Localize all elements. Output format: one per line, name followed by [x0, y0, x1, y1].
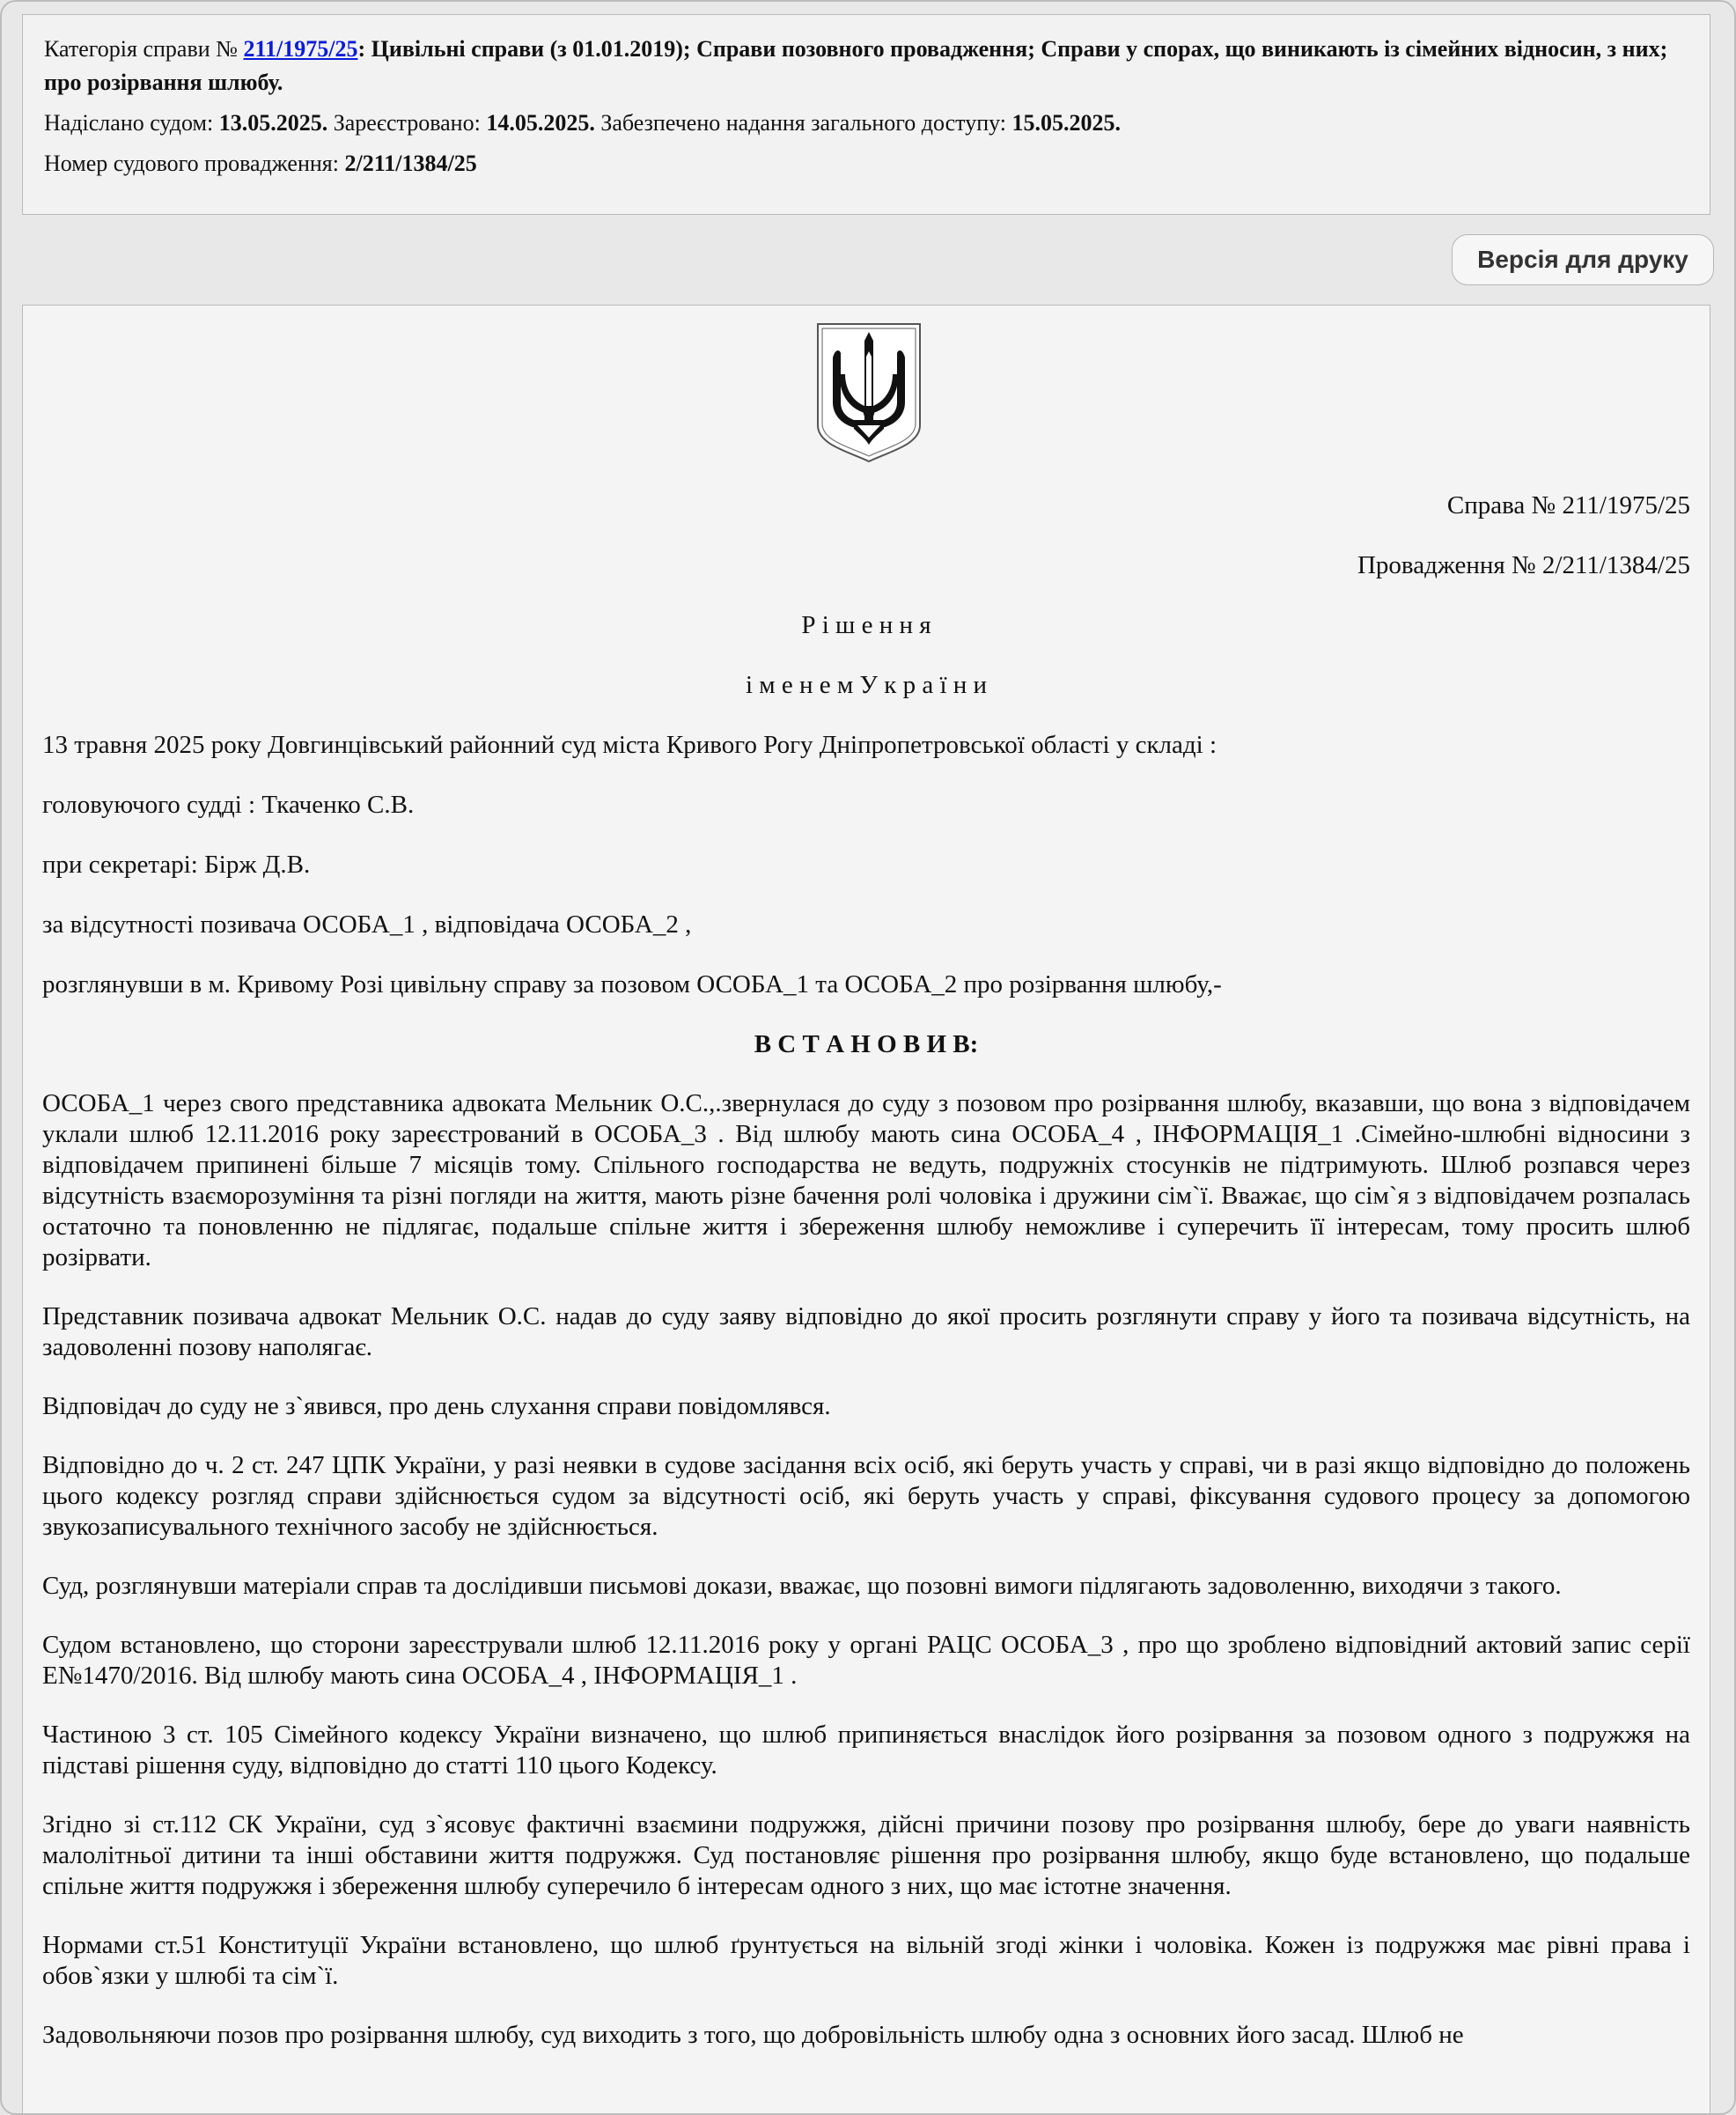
case-category [44, 33, 1688, 99]
proceeding-number: 2/211/1384/25 [344, 151, 477, 176]
print-version-button[interactable]: Версія для друку [1452, 234, 1714, 285]
registered-label: Зареєстровано: [327, 110, 487, 136]
judge-line: головуючого судді : Ткаченко С.В. [42, 791, 415, 819]
sent-date: 13.05.2025. [218, 110, 328, 136]
paragraph: ОСОБА_1 через свого представника адвоката Мельник О.С.,.звернулася до суду з позовом про розірвання шлюбу, вказавши, що вона з відповідачем уклали шлюб 12.11.2016 року зареєстрований в ОСОБА_3 . Від шлюбу мають сина ОСОБА_4 , ІНФОРМАЦІЯ_1 .Сімейно-шлюбні відносини з відповідачем припинені більше 7 місяців тому. Спільного господарства не ведуть, подружніх стосунків не підтримують. Шлюб розпався через відсутність взаєморозуміння та різні погляди на життя, мають різне бачення ролі чоловіка і дружини сім`ї. Вважає, що сім`я з відповідачем розпалась остаточно та поновленню не підлягає, подальше спільне життя і збереження шлюбу неможливе і суперечить її інтересам, тому просить шлюб розірвати. [42, 1089, 1690, 1271]
paragraph: Представник позивача адвокат Мельник О.С. надав до суду заяву відповідно до якої просить розглянути справу у його та позивача відсутність, на задоволенні позову наполягає. [42, 1302, 1690, 1361]
document-panel [22, 305, 1710, 2115]
case-info-panel [22, 14, 1710, 215]
intro-line: 13 травня 2025 року Довгинцівський районний суд міста Кривого Рогу Дніпропетровської області у складі : [42, 731, 1217, 759]
paragraph: Судом встановлено, що сторони зареєстрували шлюб 12.11.2016 року у органі РАЦС ОСОБА_3 , про що зроблено відповідний актовий запис серії Е№1470/2016. Від шлюбу мають сина ОСОБА_4 , ІНФОРМАЦІЯ_1 . [42, 1631, 1690, 1690]
paragraph: Суд, розглянувши матеріали справ та дослідивши письмові докази, вважає, що позовні вимоги підлягають задоволенню, виходячи з такого. [42, 1572, 1562, 1600]
document-title: Р і ш е н н я [801, 611, 931, 639]
proceeding-number-line [44, 147, 1688, 181]
paragraph: Згідно зі ст.112 СК України, суд з`ясовує фактичні взаємини подружжя, дійсні причини позову про розірвання шлюбу, бере до уваги наявність малолітньої дитини та інші обставини життя подружжя. Суд постановляє рішення про розірвання шлюбу, якщо буде встановлено, що подальше спільне життя подружжя і збереження шлюбу суперечило б інтересам одного з них, що має істотне значення. [42, 1810, 1690, 1900]
absence-line: за відсутності позивача ОСОБА_1 , відповідача ОСОБА_2 , [42, 910, 692, 939]
document-subtitle: і м е н е м У к р а ї н и [745, 671, 988, 699]
proceeding-number: Провадження № 2/211/1384/25 [1357, 551, 1690, 579]
case-number-link[interactable]: 211/1975/25 [243, 36, 358, 62]
established-heading: В С Т А Н О В И В: [754, 1030, 979, 1058]
category-prefix: Категорія справи № [44, 36, 244, 62]
access-label: Забезпечено надання загального доступу: [594, 110, 1012, 136]
registered-date: 14.05.2025. [486, 110, 595, 136]
sent-label: Надіслано судом: [44, 110, 219, 136]
paragraph: Нормами ст.51 Конституції України встановлено, що шлюб ґрунтується на вільній згоді жінки і чоловіка. Кожен із подружжя має рівні права і обов`язки у шлюбі та сім`ї. [42, 1931, 1690, 1990]
paragraph: Відповідно до ч. 2 ст. 247 ЦПК України, у разі неявки в судове засідання всіх осіб, які беруть участь у справі, чи в разі якщо відповідно до положень цього кодексу розгляд справи здійснюється судом за відсутності осіб, які беруть участь у справі, фіксування судового процесу за допомогою звукозаписувального технічного засобу не здійснюється. [42, 1451, 1690, 1541]
paragraph: Задовольняючи позов про розірвання шлюбу, суд виходить з того, що добровільність шлюбу одна з основних його засад. Шлюб не [42, 2021, 1464, 2049]
access-date: 15.05.2025. [1011, 110, 1121, 136]
considered-line: розглянувши в м. Кривому Розі цивільну справу за позовом ОСОБА_1 та ОСОБА_2 про розірвання шлюбу,- [42, 970, 1222, 999]
secretary-line: при секретарі: Бірж Д.В. [42, 851, 311, 879]
case-number: Справа № 211/1975/25 [1446, 491, 1690, 520]
category-text: : Цивільні справи (з 01.01.2019); Справи позовного провадження; Справи у спорах, що виникають із сімейних відносин, з них; про розірвання шлюбу. [44, 36, 1668, 95]
paragraph: Частиною 3 ст. 105 Сімейного кодексу України визначено, що шлюб припиняється внаслідок його розірвання за позовом одного з подружжя на підставі рішення суду, відповідно до статті 110 цього Кодексу. [42, 1721, 1690, 1780]
case-dates [44, 107, 1688, 140]
trident-emblem-icon [815, 321, 923, 464]
document-body [42, 490, 1690, 2051]
paragraph: Відповідач до суду не з`явився, про день слухання справи повідомлявся. [42, 1392, 831, 1420]
proceeding-label: Номер судового провадження: [44, 151, 345, 176]
